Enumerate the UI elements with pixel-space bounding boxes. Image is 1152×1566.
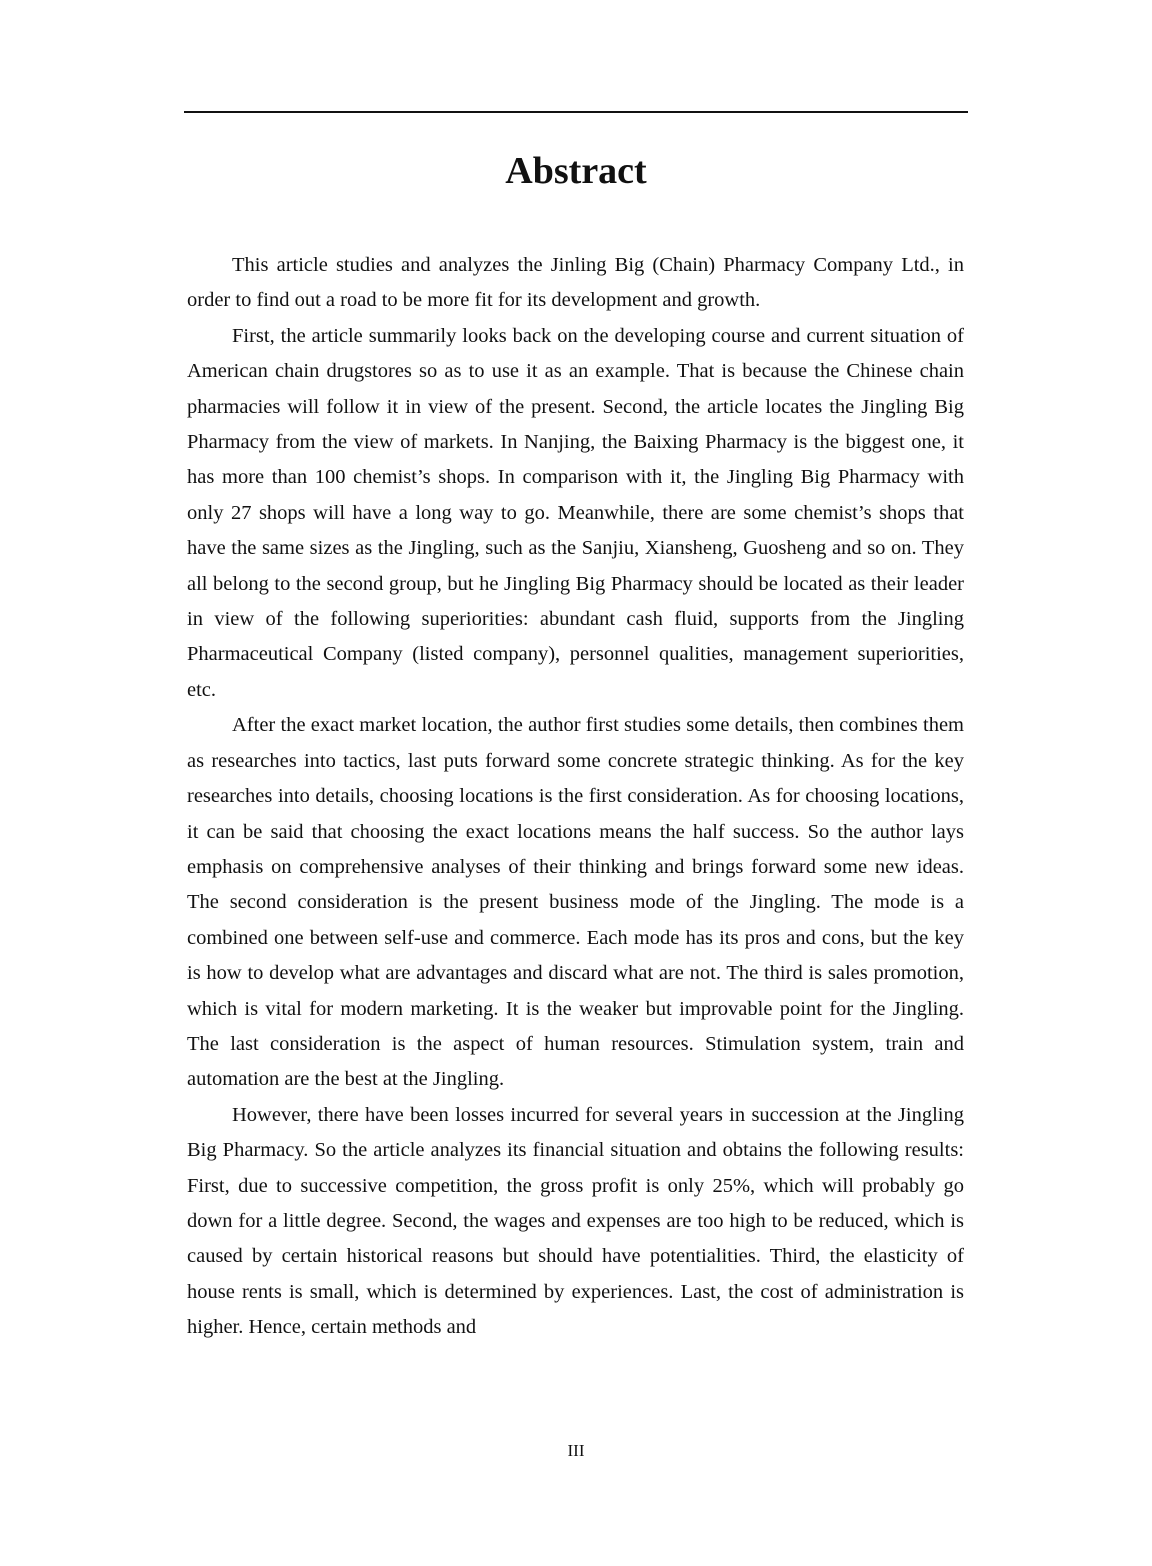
paragraph-4: However, there have been losses incurred for several years in succession at the Jingling Big Pharmacy. So the article analyzes its financial situation and obtains the following results: First, due to successive competition, the gross profit is only 25%, which will probably go down for a little degree. Second, the wages and expenses are too high to be reduced, which is caused by certain historical reasons but should have potentialities. Third, the elasticity of house rents is small, which is determined by experiences. Last, the cost of administration is higher. Hence, certain methods and [187,1103,964,1339]
paragraph-1: This article studies and analyzes the Jinling Big (Chain) Pharmacy Company Ltd., in order to find out a road to be more fit for its development and growth. [187,254,964,312]
paragraph-3: After the exact market location, the author first studies some details, then combines them as researches into tactics, last puts forward some concrete strategic thinking. As for the key researches into details, choosing locations is the first consideration. As for choosing locations, it can be said that choosing the exact locations means the half success. So the author lays emphasis on comprehensive analyses of their thinking and brings forward some new ideas. The second consideration is the present business mode of the Jingling. The mode is a combined one between self-use and commerce. Each mode has its pros and cons, but the key is how to develop what are advantages and discard what are not. The third is sales promotion, which is vital for modern marketing. It is the weaker but improvable point for the Jingling. The last consideration is the aspect of human resources. Stimulation system, train and automation are the best at the Jingling. [187,714,964,1091]
page-title: Abstract [505,150,647,192]
header-rule [184,111,968,113]
abstract-body [187,248,964,1346]
page-number: III [567,1441,585,1460]
paragraph-2: First, the article summarily looks back on the developing course and current situation of American chain drugstores so as to use it as an example. That is because the Chinese chain pharmacies will follow it in view of the present. Second, the article locates the Jingling Big Pharmacy from the view of markets. In Nanjing, the Baixing Pharmacy is the biggest one, it has more than 100 chemist’s shops. In comparison with it, the Jingling Big Pharmacy with only 27 shops will have a long way to go. Meanwhile, there are some chemist’s shops that have the same sizes as the Jingling, such as the Sanjiu, Xiansheng, Guosheng and so on. They all belong to the second group, but he Jingling Big Pharmacy should be located as their leader in view of the following superiorities: abundant cash fluid, supports from the Jingling Pharmaceutical Company (listed company), personnel qualities, management superiorities, etc. [187,324,964,701]
